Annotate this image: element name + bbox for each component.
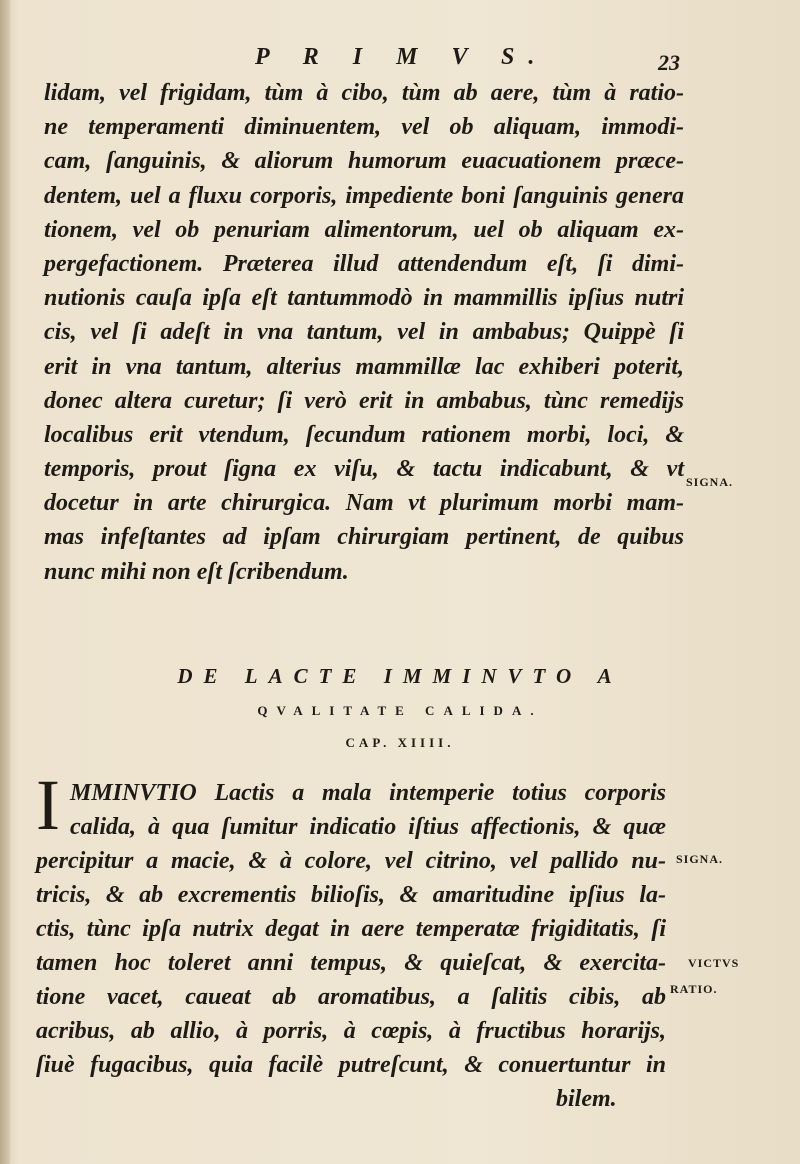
text-line: bilem. bbox=[556, 1086, 617, 1112]
text-line: pergefactionem. Præterea illud attendendum eſt, ſi dimi- bbox=[44, 250, 684, 277]
page-number: 23 bbox=[658, 50, 680, 75]
margin-note-signa: SIGNA. bbox=[676, 852, 724, 866]
text-line: calida, à qua ſumitur indicatio iſtius affectionis, & quæ bbox=[70, 814, 666, 840]
text-line: tamen hoc toleret anni tempus, & quieſcat, & exercita- bbox=[36, 950, 666, 976]
text-line: lidam, vel frigidam, tùm à cibo, tùm ab aere, tùm à ratio- bbox=[44, 80, 684, 106]
text-line: nunc mihi non eſt ſcribendum. bbox=[44, 558, 349, 585]
drop-cap: I bbox=[36, 765, 60, 845]
text-line: temporis, prout ſigna ex viſu, & tactu indicabunt, & vt bbox=[44, 456, 684, 483]
chapter-heading: DE LACTE IMMINVTO A bbox=[177, 664, 623, 688]
text-line: tione vacet, caueat ab aromatibus, a ſalitis cibis, ab bbox=[36, 984, 666, 1010]
running-title: P R I M V S. bbox=[255, 44, 549, 70]
text-line: ne temperamenti diminuentem, vel ob aliquam, immodi- bbox=[44, 114, 684, 141]
text-line: tricis, & ab excrementis bilioſis, & amaritudine ipſius la- bbox=[36, 882, 666, 908]
text-line: ctis, tùnc ipſa nutrix degat in aere temperatæ frigiditatis, ſi bbox=[36, 916, 666, 942]
text-line: erit in vna tantum, alterius mammillæ lac exhiberi poterit, bbox=[44, 353, 684, 380]
text-line: localibus erit vtendum, ſecundum rationem morbi, loci, & bbox=[44, 421, 684, 448]
upper-paragraph bbox=[44, 76, 684, 589]
text-line: nutionis cauſa ipſa eſt tantummodò in mammillis ipſius nutri bbox=[44, 285, 684, 312]
running-head bbox=[0, 44, 800, 74]
margin-note-ratio: RATIO. bbox=[670, 982, 718, 996]
text-line: mas infeſtantes ad ipſam chirurgiam pertinent, de quibus bbox=[44, 524, 684, 551]
text-line: cam, ſanguinis, & aliorum humorum euacuationem præce- bbox=[44, 148, 684, 175]
chapter-subheading: QVALITATE CALIDA. bbox=[257, 703, 543, 718]
text-line: cis, vel ſi adeſt in vna tantum, vel in ambabus; Quippè ſi bbox=[44, 319, 684, 346]
chapter-number: CAP. XIIII. bbox=[345, 735, 455, 750]
text-line: dentem, uel a fluxu corporis, impediente boni ſanguinis genera bbox=[44, 182, 684, 209]
chapter-body bbox=[36, 765, 666, 1116]
text-line: tionem, vel ob penuriam alimentorum, uel ob aliquam ex- bbox=[44, 216, 684, 243]
text-line: donec altera curetur; ſi verò erit in ambabus, tùnc remedijs bbox=[44, 387, 684, 414]
text-line: percipitur a macie, & à colore, vel citrino, vel pallido nu- bbox=[36, 848, 666, 874]
text-line: MMINVTIO Lactis a mala intemperie totius corporis bbox=[70, 780, 666, 806]
text-line: docetur in arte chirurgica. Nam vt plurimum morbi mam- bbox=[44, 490, 684, 517]
margin-note-victus: VICTVS bbox=[688, 956, 740, 970]
text-line: ſiuè fugacibus, quia facilè putreſcunt, & conuertuntur in bbox=[36, 1052, 666, 1078]
margin-note-signa: SIGNA. bbox=[686, 475, 734, 489]
page-gutter bbox=[0, 0, 10, 1164]
text-line: acribus, ab allio, à porris, à cœpis, à fructibus horarijs, bbox=[36, 1018, 666, 1044]
